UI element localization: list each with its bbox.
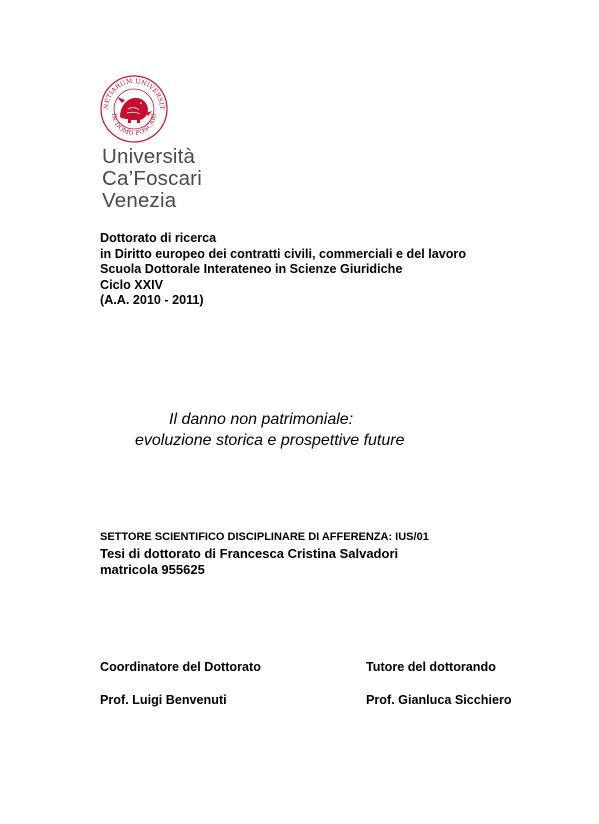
program-line: in Diritto europeo dei contratti civili, commerciali e del lavoro: [100, 246, 467, 261]
program-line: (A.A. 2010 - 2011): [100, 293, 204, 308]
coordinator-name: Prof. Luigi Benvenuti: [100, 693, 227, 707]
thesis-title-line-2: evoluzione storica e prospettive future: [135, 432, 405, 449]
program-line: Scuola Dottorale Interateneo in Scienze Giuridiche: [100, 262, 403, 277]
program-line: Ciclo XXIV: [100, 277, 163, 292]
svg-text:IN DOMO FOSCARI: IN DOMO FOSCARI: [109, 112, 159, 138]
scientific-sector: SETTORE SCIENTIFICO DISCIPLINARE DI AFFERENZA: IUS/01: [100, 531, 429, 543]
coordinator-role: Coordinatore del Dottorato: [100, 660, 261, 674]
tutor-role: Tutore del dottorando: [366, 660, 496, 674]
candidate-thesis-line: Tesi di dottorato di Francesca Cristina Salvadori: [100, 546, 399, 561]
university-name-line: Università: [102, 145, 196, 168]
university-name: [102, 146, 202, 212]
university-name-line: Venezia: [102, 189, 177, 212]
university-name-line: Ca’Foscari: [102, 167, 202, 190]
doctoral-program-block: [100, 231, 466, 309]
candidate-matricola: matricola 955625: [100, 562, 205, 577]
svg-text:VENETIARUM UNIVERSITAS: NETIARUM UNIVERSIT: [102, 77, 166, 110]
candidate-info: [100, 546, 398, 578]
tutor-name: Prof. Gianluca Sicchiero: [366, 693, 512, 707]
program-line: Dottorato di ricerca: [100, 231, 217, 245]
university-seal-logo: [98, 73, 170, 145]
thesis-title-line-1: Il danno non patrimoniale:: [169, 411, 354, 428]
